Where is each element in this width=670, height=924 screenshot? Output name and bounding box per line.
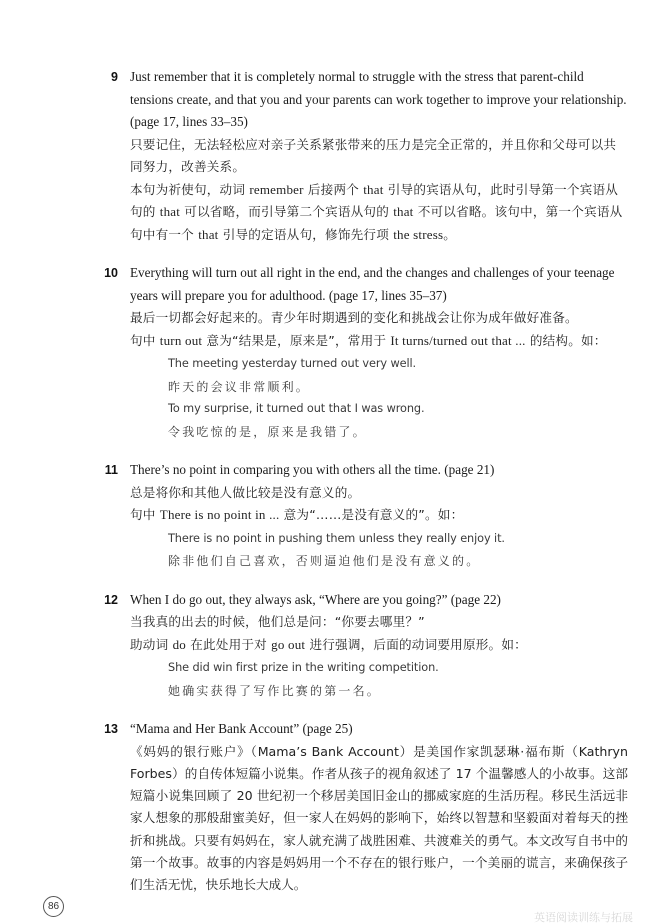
note-entry-10 bbox=[0, 262, 670, 443]
entry-english-sentence: “Mama and Her Bank Account” (page 25) bbox=[130, 721, 353, 736]
entry-chinese-translation: 当我真的出去的时候，他们总是问：“你要去哪里？” bbox=[130, 614, 425, 629]
entry-number: 13 bbox=[104, 722, 118, 736]
inline-latin-run: the stress bbox=[393, 226, 444, 242]
entry-english-sentence: Just remember that it is completely normal to struggle with the stress that parent-child tensions create, and that you and your parents can work together to improve your relationship. (page 17, lines 33–35) bbox=[130, 69, 627, 129]
example-english: The meeting yesterday turned out very well. bbox=[168, 357, 417, 370]
note-entry-9 bbox=[0, 66, 670, 246]
inline-latin-run: that bbox=[393, 204, 414, 219]
inline-latin-run: Kathryn Forbes bbox=[130, 743, 628, 781]
inline-latin-run: turn out bbox=[159, 332, 203, 348]
entry-background-paragraph: 《妈妈的银行账户》（Mama’s Bank Account）是美国作家凯瑟琳·福布斯（Kathryn Forbes）的自传体短篇小说集。作者从孩子的视角叙述了 17 个温馨感人的小故事。这部短篇小说集回顾了 20 世纪初一个移居美国旧金山的挪威家庭的生活历程。移民生活远非家人想象的那般甜蜜美好，但一家人在妈妈的影响下，始终以智慧和坚毅面对着每天的挫折和挑战。只要有妈妈在，家人就充满了战胜困难、共渡难关的勇气。本文改写自书中的第一个故事。故事的内容是妈妈用一个不存在的银行账户，一个美丽的谎言，来确保孩子们生活无忧，快乐地长大成人。 bbox=[130, 743, 628, 893]
example-list bbox=[130, 528, 628, 573]
example-list bbox=[130, 353, 628, 443]
note-entry-12 bbox=[0, 589, 670, 703]
entry-number: 10 bbox=[104, 266, 118, 280]
page-content bbox=[0, 66, 670, 913]
inline-latin-run: that bbox=[159, 204, 181, 219]
note-entry-13 bbox=[0, 718, 670, 897]
example-chinese: 除非他们自己喜欢，否则逼迫他们是没有意义的。 bbox=[168, 554, 481, 568]
note-entry-11 bbox=[0, 459, 670, 573]
entry-english-sentence: Everything will turn out all right in the end, and the changes and challenges of your teenage years will prepare you for adulthood. (page 17, lines 35–37) bbox=[130, 265, 615, 303]
inline-latin-run: Mama’s Bank Account bbox=[257, 743, 399, 759]
example-chinese: 令我吃惊的是，原来是我错了。 bbox=[168, 424, 367, 439]
inline-latin-run: It turns/turned out that ... bbox=[390, 332, 526, 348]
example-english: She did win first prize in the writing competition. bbox=[168, 661, 439, 674]
example-chinese: 她确实获得了写作比赛的第一名。 bbox=[168, 683, 382, 698]
entry-chinese-translation: 只要记住，无法轻松应对亲子关系紧张带来的压力是完全正常的，并且你和父母可以共同努力，改善关系。 bbox=[130, 136, 617, 174]
entry-grammar-note: 助动词 do 在此处用于对 go out 进行强调，后面的动词要用原形。如： bbox=[130, 636, 527, 652]
example-chinese: 昨天的会议非常顺利。 bbox=[168, 379, 311, 394]
footer-clipped-text: 英语阅读训练与拓展 bbox=[534, 911, 633, 924]
inline-latin-run: that bbox=[363, 181, 384, 197]
example-list bbox=[130, 657, 628, 702]
entry-number: 9 bbox=[111, 70, 118, 84]
page-number-badge bbox=[43, 896, 64, 917]
entry-english-sentence: When I do go out, they always ask, “Where are you going?” (page 22) bbox=[130, 591, 501, 607]
inline-latin-run: There is no point in ... bbox=[159, 507, 280, 522]
inline-latin-run: do bbox=[172, 636, 186, 652]
entry-number: 11 bbox=[104, 463, 118, 477]
example-english: There is no point in pushing them unless they really enjoy it. bbox=[168, 531, 505, 545]
inline-latin-run: go out bbox=[271, 636, 306, 652]
entry-chinese-translation: 总是将你和其他人做比较是没有意义的。 bbox=[130, 484, 361, 500]
entry-grammar-note: 句中 turn out 意为“结果是，原来是”，常用于 It turns/turned out that ... 的结构。如： bbox=[130, 332, 607, 348]
inline-latin-run: that bbox=[198, 226, 219, 242]
entry-chinese-translation: 最后一切都会好起来的。青少年时期遇到的变化和挑战会让你为成年做好准备。 bbox=[130, 310, 578, 325]
entry-english-sentence: There’s no point in comparing you with others all the time. (page 21) bbox=[130, 462, 495, 477]
inline-latin-run: remember bbox=[249, 181, 304, 197]
entry-grammar-note: 句中 There is no point in ... 意为“……是没有意义的”。如： bbox=[130, 507, 464, 522]
example-english: To my surprise, it turned out that I was wrong. bbox=[168, 402, 425, 415]
entry-grammar-note: 本句为祈使句，动词 remember 后接两个 that 引导的宾语从句，此时引导第一个宾语从句的 that 可以省略，而引导第二个宾语从句的 that 不可以省略。该句中，第一个宾语从句中有一个 that 引导的定语从句，修饰先行项 the stress。 bbox=[130, 181, 623, 242]
entry-number: 12 bbox=[104, 592, 118, 607]
page-number-label: 86 bbox=[47, 901, 60, 912]
